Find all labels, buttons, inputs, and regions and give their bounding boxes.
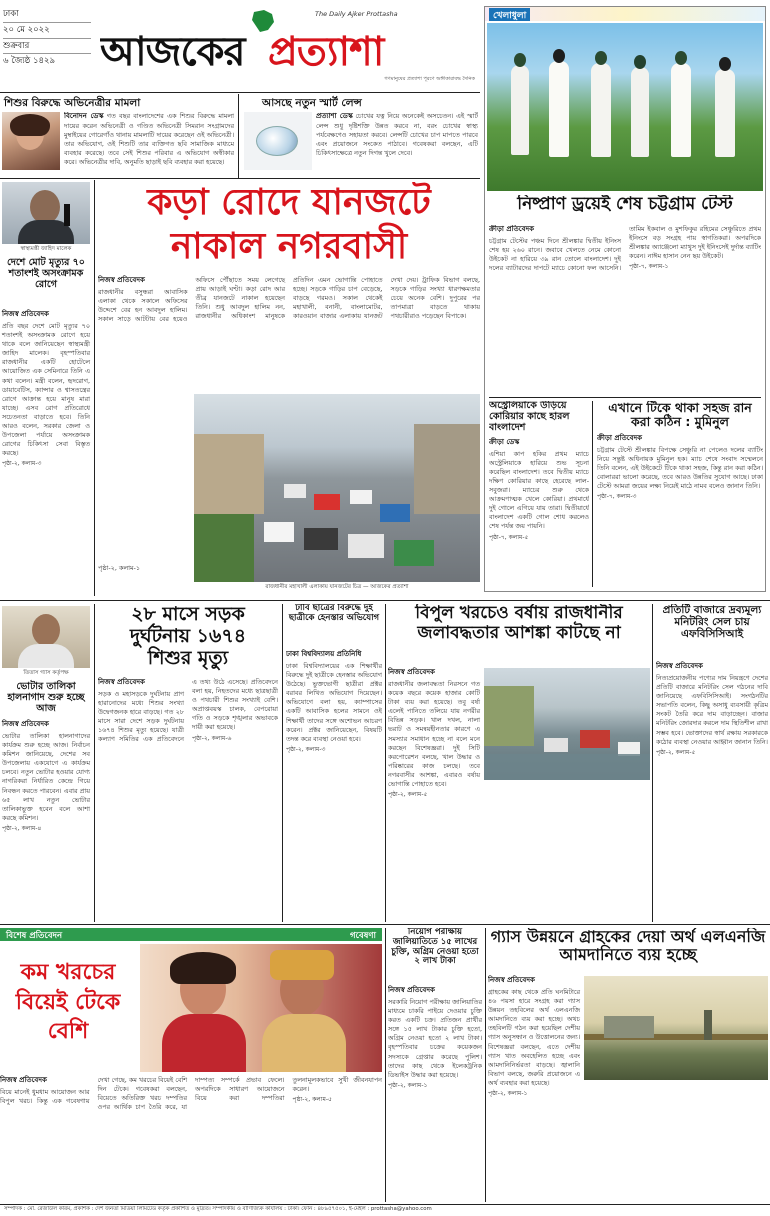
logo-black-text: আজকের (100, 29, 245, 70)
road-headline-line3: শিশুর মৃত্যু (147, 646, 229, 669)
du-student-story (286, 604, 382, 922)
gas-byline: নিজস্ব প্রতিবেদক (488, 976, 535, 984)
sports-headline: নিষ্প্রাণ ড্রয়েই শেষ চট্টগ্রাম টেস্ট (517, 195, 733, 214)
top-story-lens-body (316, 112, 478, 176)
road-continued: পৃষ্ঠা-২, কলাম-৬ (192, 734, 232, 742)
gas-body-left (488, 976, 580, 1200)
mominul-body (597, 434, 763, 502)
road-headline-line1: ২৮ মাসে সড়ক (131, 604, 245, 625)
hockey-body (489, 438, 589, 542)
flood-street-photo (484, 668, 650, 780)
market-byline: নিজস্ব প্রতিবেদক (656, 662, 703, 670)
wedding-body (0, 1076, 382, 1200)
mominul-headline: এখানে টিকে থাকা সহজ রান করা কঠিন : মুমিনুল (608, 401, 752, 430)
sports-text: চট্টগ্রাম টেস্টের পঞ্চম দিনে শ্রীলঙ্কার দ্বিতীয় ইনিংস শেষ হয় ২৬০ রানে। জবাবে খেলতে নেমে কোনো উইকেট না হারিয়ে ৩৯ রান তোলে বাংলাদেশ। দুই দলের ব্যাটারদের দাপটে ম্যাচে কোনো ফল আসেনি। তামিম ইকবাল ও মুশফিকুর রহিমের সেঞ্চুরিতে প্রথম ইনিংসে বড় সংগ্রহ পায় স্বাগতিকরা। অপরদিকে শ্রীলঙ্কার অ্যাঞ্জেলো ম্যাথুস দুই ইনিংসেই দুর্দান্ত ব্যাটিং করেন। নাঈম হাসান নেন ছয় উইকেট। (489, 225, 761, 273)
voter-byline: নিজস্ব প্রতিবেদক (2, 720, 49, 728)
hockey-story (489, 401, 589, 589)
cricket-team-photo (487, 23, 763, 191)
market-continued: পৃষ্ঠা-২, কলাম-৫ (656, 748, 696, 756)
recruit-continued: পৃষ্ঠা-২, কলাম-১ (388, 1081, 428, 1089)
wedding-continued: পৃষ্ঠা-২, কলাম-৫ (292, 1096, 332, 1104)
special-report-header (0, 928, 382, 941)
sports-header-bar (485, 7, 765, 21)
traffic-photo-caption: রাজধানীর মহাখালী এলাকায় যানজটের চিত্র — আজকের প্রত্যাশা (194, 584, 480, 592)
waterlog-text: রাজধানীর জলাবদ্ধতা নিরসনে গত কয়েক বছরে কয়েক হাজার কোটি টাকা ব্যয় করা হয়েছে। তবু বর্ষা এলেই পানিতে তলিয়ে যায় নগরীর বিভিন্ন সড়ক। খাল দখল, নালা ভরাট ও সমন্বয়হীনতার কারণে এ সমস্যার সমাধান হচ্ছে না বলে মনে করছেন বিশেষজ্ঞরা। দুই সিটি করপোরেশন বলছে, খাল উদ্ধার ও পরিষ্কারের কাজ চলছে। তবে নগরবাসীর আশঙ্কা, এবারও বর্ষায় ভোগান্তি পোহাতে হবে। (388, 679, 480, 788)
du-headline: ঢাবি ছাত্রের বিরুদ্ধে দুই ছাত্রীকে হেনস্তার অভিযোগ (288, 604, 380, 623)
voter-story (0, 604, 92, 922)
masthead (0, 0, 480, 92)
waterlog-body-left (388, 668, 480, 920)
lens-photo (244, 112, 312, 170)
hockey-byline: ক্রীড়া ডেস্ক (489, 437, 520, 446)
main-text: রাজধানীর বসুন্ধরা আবাসিক এলাকা থেকে সকালে অফিসের উদ্দেশে বের হন আবদুল হালিম। সকাল সাড়ে আটটায় বের হয়েও অফিসে পৌঁছাতে সময় লেগেছে প্রায় আড়াই ঘণ্টা। কড়া রোদ আর তীব্র যানজটে নাকাল হয়েছেন তিনি। শুধু আবদুল হালিম নন, রাজধানীর অধিকাংশ মানুষকে প্রতিদিন এমন ভোগান্তি পোহাতে হচ্ছে। সড়কে গাড়ির চাপ বেড়েছে, বাড়ছে গরমও। সকাল থেকেই মহাখালী, বনানী, বাংলামোটর, কারওয়ান বাজার এলাকায় যানজট দেখা দেয়। ট্রাফিক বিভাগ বলছে, সড়কে গাড়ির সংখ্যা ধারণক্ষমতার চেয়ে অনেক বেশি। দুপুরের পর তাপমাত্রা বাড়তে থাকায় পথচারীরাও পড়েছেন বিপাকে। (98, 276, 480, 324)
top-story-lens-text: চোখের যত্ন নিয়ে অনেকেই অসচেতন। এই স্মার্ট লেন্স শুধু দৃষ্টিশক্তি উন্নত করবে না, বরং চোখের স্বাস্থ্য পর্যবেক্ষণেও সহায়তা করবে। লেন্সটি চোখের চাপ মাপতে পারবে এবং প্রয়োজনে সংকেত পাঠাবে। গবেষকরা বলছেন, এটি চিকিৎসাক্ষেত্রে নতুন দিগন্ত খুলে দেবে। (316, 112, 478, 158)
top-story-actress (0, 94, 236, 178)
official-photo-caption: তিতাস গ্যাস কর্তৃপক্ষ (2, 670, 90, 678)
masthead-date: ২০ মে ২০২২ (3, 23, 91, 38)
masthead-tagline: গণমানুষের প্রত্যাশা পূরণে অঙ্গীকারাবদ্ধ দৈনিক (384, 76, 475, 82)
minister-photo-caption: স্বাস্থ্যমন্ত্রী জাহিদ মালেক (2, 246, 90, 254)
voter-continued: পৃষ্ঠা-২, কলাম-৪ (2, 824, 42, 832)
du-text: ঢাকা বিশ্ববিদ্যালয়ের এক শিক্ষার্থীর বিরুদ্ধে দুই ছাত্রীকে হেনস্তার অভিযোগ উঠেছে। ভুক্তভোগী ছাত্রীরা প্রক্টর বরাবর লিখিত অভিযোগ দিয়েছেন। অভিযোগে বলা হয়, ক্যাম্পাসের একটি আবাসিক হলের সামনে ওই শিক্ষার্থী তাদের সঙ্গে অশোভন আচরণ করেন। প্রক্টর জানিয়েছেন, বিষয়টি তদন্ত করে ব্যবস্থা নেওয়া হবে। (286, 661, 382, 743)
gas-continued: পৃষ্ঠা-২, কলাম-১ (488, 1089, 528, 1097)
waterlog-headline: বিপুল খরচেও বর্ষায় রাজধানীর জলাবদ্ধতার আশঙ্কা কাটছে না (415, 604, 623, 643)
main-story (98, 182, 480, 594)
road-body (98, 678, 278, 922)
hockey-headline: অস্ট্রেলিয়াকে উড়িয়ে কোরিয়ার কাছে হারল বাংলাদেশ (489, 401, 570, 433)
waterlog-byline: নিজস্ব প্রতিবেদক (388, 668, 435, 676)
masthead-bangla-date: ৬ জ্যৈষ্ঠ ১৪২৯ (3, 55, 56, 66)
du-continued: পৃষ্ঠা-২, কলাম-৩ (286, 745, 326, 753)
main-headline-line2: নাকাল নগরবাসী (170, 226, 408, 267)
top-story-actress-body (64, 112, 234, 176)
road-accident-story (98, 604, 278, 922)
main-byline: নিজস্ব প্রতিবেদক (98, 276, 145, 284)
footer-imprint: সম্পাদক : মো. রেজাউল করিম, প্রকাশক : দেশ জনতা মিডিয়া লিমিটেড কর্তৃক প্রকাশিত ও মুদ্রিত। সম্পাদকীয় ও বাণিজ্যিক কার্যালয় : ঢাকা। ফোন : ৪৮৯৫৭৫০১, ই-মেইল : prottasha@yahoo.com (4, 1206, 432, 1212)
masthead-date-box (3, 8, 91, 74)
gas-pipeline-photo (584, 976, 768, 1080)
logo-english-text: The Daily Ajker Prottasha (315, 10, 398, 18)
ncd-continued: পৃষ্ঠা-২, কলাম-৩ (2, 460, 42, 468)
road-byline: নিজস্ব প্রতিবেদক (98, 678, 145, 686)
market-body (656, 662, 768, 920)
waterlog-continued: পৃষ্ঠা-২, কলাম-৫ (388, 791, 428, 799)
top-story-lens-byline: প্রত্যাশা ডেস্ক (316, 112, 353, 120)
hockey-text: এশিয়া কাপ হকির প্রথম ম্যাচে অস্ট্রেলিয়াকে হারিয়ে শুভ সূচনা করেছিল বাংলাদেশ। তবে দ্বিতীয় ম্যাচে দক্ষিণ কোরিয়ার কাছে হেরেছে লাল-সবুজরা। ম্যাচের শুরু থেকে আক্রমণাত্মক খেলে কোরিয়া। প্রথমার্ধে দুই গোলে এগিয়ে যায় তারা। দ্বিতীয়ার্ধে বাংলাদেশ একটি গোল শোধ করলেও শেষ পর্যন্ত জয় পায়নি। (489, 449, 589, 531)
main-headline-line1: কড়া রোদে যানজটে (147, 182, 431, 223)
bangladesh-map-icon (250, 10, 276, 32)
main-body-lower (98, 394, 188, 582)
mominul-continued: পৃষ্ঠা-৭, কলাম-৩ (597, 493, 637, 501)
market-headline: প্রতিটি বাজারে দ্রব্যমূল্য মনিটরিং সেল চায় এফবিসিসিআই (662, 604, 762, 641)
top-story-actress-title: শিশুর বিরুদ্ধে অভিনেত্রীর মামলা (4, 97, 141, 109)
official-photo (2, 606, 90, 668)
ncd-byline: নিজস্ব প্রতিবেদক (2, 310, 49, 318)
top-story-lens-title: আসছে নতুন স্মার্ট লেন্স (262, 97, 362, 109)
minister-photo (2, 182, 90, 244)
recruit-byline: নিজস্ব প্রতিবেদক (388, 986, 435, 994)
road-text: সড়ক ও মহাসড়কে দুর্ঘটনায় প্রাণ হারানোদের মধ্যে শিশুর সংখ্যা উদ্বেগজনক হারে বাড়ছে। গত ২৮ মাসে সারা দেশে সড়ক দুর্ঘটনায় ১৬৭৪ শিশুর মৃত্যু হয়েছে। যাত্রী কল্যাণ সমিতির এক প্রতিবেদনে এ তথ্য উঠে এসেছে। প্রতিবেদনে বলা হয়, নিহতদের মধ্যে ছাত্রছাত্রী ও পথচারী শিশুর সংখ্যাই বেশি। অপ্রাপ্তবয়স্ক চালক, বেপরোয়া গতি ও সড়কে শৃঙ্খলার অভাবকে দায়ী করা হয়েছে। (98, 678, 278, 744)
recruit-body (388, 986, 482, 1200)
voter-text: ভোটার তালিকা হালনাগাদের কার্যক্রম শুরু হচ্ছে আজ। নির্বাচন কমিশন জানিয়েছে, দেশের সব উপজেলায় একযোগে এ কার্যক্রম চলবে। নতুন ভোটার হওয়ার যোগ্য নাগরিকরা নির্ধারিত কেন্দ্রে গিয়ে নিবন্ধন করতে পারবেন। এবার প্রায় ৬৫ লাখ নতুন ভোটার তালিকাভুক্ত হবেন বলে আশা করছে কমিশন। (2, 731, 90, 822)
mominul-byline: ক্রীড়া প্রতিবেদক (597, 433, 643, 442)
wedding-headline: কম খরচের বিয়েই টেকে বেশি (15, 960, 121, 1045)
du-byline: ঢাকা বিশ্ববিদ্যালয় প্রতিনিধি (286, 650, 362, 658)
ncd-headline: দেশে মোট মৃত্যুর ৭০ শতাংশই অসংক্রামক রোগে (6, 257, 85, 290)
top-story-actress-text: গত বছর বাংলাদেশের এক শিশুর বিরুদ্ধে মামলা দায়ের করেন অভিনেত্রী ও গণ্ডিত অভিনেত্রী সিমরান সংগ্রামদের মুম্বাইয়ের গোরেগাঁও থানায় মামলাটি দায়ের করেছেন ওই অভিনেত্রী। তার অভিযোগ, ওই শিশুটি তার ব্যক্তিগত ছবি সামাজিক মাধ্যমে ব্যবহার করেছে। তবে সেই শিশুর পরিবার এ অভিযোগ অস্বীকার করে। অভিনেত্রীর দাবি, অনুমতি ছাড়াই ছবি ব্যবহার করা হয়েছে। (64, 112, 234, 167)
voter-headline: ভোটার তালিকা হালনাগাদ শুরু হচ্ছে আজ (7, 681, 85, 714)
road-headline-line2: দুর্ঘটনায় ১৬৭৪ (129, 624, 247, 647)
ncd-text: প্রতি বছর দেশে মোট মৃত্যুর ৭০ শতাংশই অসংক্রামক রোগে হয়ে থাকে বলে জানিয়েছেন স্বাস্থ্যমন্ত্রী জাহিদ মালেক। বৃহস্পতিবার রাজধানীর একটি হোটেলে আয়োজিত এক সেমিনারে তিনি এ কথা বলেন। মন্ত্রী বলেন, হৃদরোগ, ডায়াবেটিস, ক্যান্সার ও শ্বাসতন্ত্রের রোগে আক্রান্ত হয়ে মানুষ মারা যাচ্ছে। এসব রোগ প্রতিরোধে সচেতনতা বাড়াতে হবে। তিনি আরও বলেন, সরকার জেলা ও উপজেলা পর্যায়ে অসংক্রামক রোগের চিকিৎসা সেবা বিস্তৃত করছে। (2, 321, 90, 458)
voter-body (2, 720, 90, 920)
wedding-byline: নিজস্ব প্রতিবেদক (0, 1076, 47, 1084)
wedding-text: বিয়ে মানেই ধুমধাম আয়োজন আর বিপুল খরচ। কিন্তু এক গবেষণায় দেখা গেছে, কম খরচের বিয়েই বেশি দিন টেকে। গবেষকরা বলছেন, বিয়েতে অতিরিক্ত খরচ দম্পতির ওপর আর্থিক চাপ তৈরি করে, যা দাম্পত্য সম্পর্কে প্রভাব ফেলে। অপরদিকে সাধারণ আয়োজনে বিয়ে করা দম্পতিরা তুলনামূলকভাবে সুখী জীবনযাপন করেন। (0, 1076, 382, 1112)
actress-photo (2, 112, 60, 170)
market-story (656, 604, 768, 922)
masthead-weekday: শুক্রবার (3, 39, 91, 54)
mominul-story (597, 401, 763, 589)
sports-continued: পৃষ্ঠা-৭, কলাম-১ (629, 263, 669, 271)
sports-box (484, 6, 766, 592)
masthead-city: ঢাকা (3, 8, 91, 23)
traffic-jam-photo (194, 394, 480, 582)
masthead-logo (100, 10, 430, 70)
left-column (0, 180, 92, 596)
logo-red-text: প্রত্যাশা (268, 29, 384, 70)
recruit-story (388, 928, 482, 1202)
du-body (286, 650, 382, 922)
ncd-body (2, 310, 90, 594)
gas-headline: গ্যাস উন্নয়নে গ্রাহকের দেয়া অর্থ এলএনজি আমদানিতে ব্যয় হচ্ছে (490, 928, 766, 965)
recruit-text: সরকারি নিয়োগ পরীক্ষায় জালিয়াতির মাধ্যমে চাকরি পাইয়ে দেওয়ার চুক্তি করত একটি চক্র। প্রতিজন প্রার্থীর সঙ্গে ১৫ লাখ টাকার চুক্তি হতো, অগ্রিম নেওয়া হতো ২ লাখ টাকা। বৃহস্পতিবার চক্রের কয়েকজন সদস্যকে গ্রেপ্তার করেছে পুলিশ। তাদের কাছ থেকে ইলেকট্রনিক ডিভাইস উদ্ধার করা হয়েছে। (388, 997, 482, 1079)
gas-story (488, 928, 768, 1202)
mominul-text: চট্টগ্রাম টেস্টে শ্রীলঙ্কার বিপক্ষে সেঞ্চুরি না পেলেও দলের ব্যাটিং নিয়ে সন্তুষ্ট অধিনায়ক মুমিনুল হক। ম্যাচ শেষে সংবাদ সম্মেলনে তিনি বলেন, এই উইকেটে টিকে থাকা সহজ, কিন্তু রান করা কঠিন। বোলাররা ভালো করেছে, তবে আরও উন্নতির সুযোগ আছে। ঢাকা টেস্টে আমরা জয়ের লক্ষ্য নিয়েই মাঠে নামব বলেও জানান তিনি। (597, 445, 763, 491)
wedding-couple-photo (140, 944, 382, 1072)
waterlogging-story (388, 604, 650, 922)
top-story-actress-byline: বিনোদন ডেস্ক (64, 112, 104, 120)
gas-text: গ্রাহকের কাছ থেকে প্রতি ঘনমিটারে ৪৬ পয়সা হারে সংগ্রহ করা গ্যাস উন্নয়ন তহবিলের অর্থ এলএনজি আমদানিতে ব্যয় করা হচ্ছে। অথচ তহবিলটি গঠন করা হয়েছিল দেশীয় গ্যাস অনুসন্ধান ও উত্তোলনের জন্য। বিশেষজ্ঞরা বলছেন, এতে দেশীয় গ্যাস খাত অবহেলিত হচ্ছে এবং আমদানিনির্ভরতা বাড়ছে। জ্বালানি বিভাগ বলছে, জরুরি প্রয়োজনে এ অর্থ ব্যবহার করা হয়েছে। (488, 987, 580, 1087)
sports-body (489, 225, 761, 393)
top-story-lens (242, 94, 480, 178)
hockey-continued: পৃষ্ঠা-৭, কলাম-৫ (489, 533, 529, 541)
special-report-label: বিশেষ প্রতিবেদন (6, 931, 63, 941)
special-report (0, 928, 382, 1202)
sports-byline: ক্রীড়া প্রতিবেদক (489, 225, 535, 233)
main-body-upper (98, 276, 480, 392)
market-text: নিত্যপ্রয়োজনীয় পণ্যের দাম নিয়ন্ত্রণে দেশের প্রতিটি বাজারে মনিটরিং সেল গঠনের দাবি জানিয়েছে এফবিসিসিআই। সংগঠনটির সভাপতি বলেন, কিছু অসাধু ব্যবসায়ী কৃত্রিম সংকট তৈরি করে দাম বাড়াচ্ছেন। বাজার মনিটরিং জোরদার করলে দাম স্থিতিশীল রাখা সম্ভব হবে। ভোক্তাদের স্বার্থ রক্ষায় সরকারকে কঠোর ব্যবস্থা নেওয়ার আহ্বান জানান তিনি। (656, 673, 768, 746)
recruit-headline: নিয়োগ পরীক্ষায় জালিয়াতিতে ১৫ লাখের চুক্তি, অগ্রিম নেওয়া হতো ২ লাখ টাকা (391, 928, 479, 967)
sports-section-label: খেলাধুলা (489, 8, 530, 21)
main-continued: পৃষ্ঠা-২, কলাম-১ (98, 564, 140, 572)
special-report-tag: গবেষণা (349, 931, 376, 941)
